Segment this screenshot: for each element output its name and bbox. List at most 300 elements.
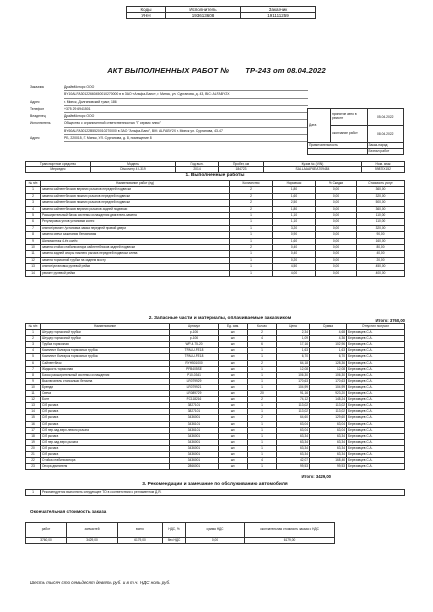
works-cell: Регулировка углов установки колес	[41, 219, 230, 225]
parts-cell: Болт	[41, 397, 170, 403]
info-value: +375 29 6941501	[64, 106, 308, 113]
works-cell: замена свечи зажигания бензиновая	[41, 232, 230, 238]
parts-cell: 1	[248, 366, 277, 372]
parts-cell: 1	[248, 409, 277, 415]
works-cell: замена сайлентблоков нижних рычагов передней подвески	[41, 193, 230, 199]
parts-cell: 104,99	[310, 384, 347, 390]
parts-cell: 923,20	[310, 391, 347, 397]
works-cell: 450,00	[357, 264, 405, 270]
parts-cell: Березовцев С.А.	[347, 421, 405, 427]
parts-cell: 63,04	[310, 421, 347, 427]
parts-cell: P10-0341	[170, 372, 219, 378]
parts-cell: шт.	[219, 360, 248, 366]
parts-cell: TPALU-FE18	[170, 348, 219, 354]
cost-vat-rate: без НДС	[163, 538, 186, 544]
works-cell: замена сайлентблоков нижних рычагов передней подвески	[41, 200, 230, 206]
codes-row-label: УНН	[127, 13, 166, 19]
parts-cell: Березовцев С.А.	[347, 427, 405, 433]
works-cell: 160,00	[357, 238, 405, 244]
works-cell: 9	[26, 238, 41, 244]
parts-cell: 3436101	[170, 421, 219, 427]
parts-cell: шт.	[219, 330, 248, 336]
parts-cell: Березовцев С.А.	[347, 451, 405, 457]
parties-info	[30, 84, 308, 142]
cost-header: всего	[118, 523, 163, 538]
codes-header: Коды	[127, 7, 166, 13]
parts-cell: 12,08	[310, 366, 347, 372]
parts-cell: 15	[26, 415, 41, 421]
info-label: Владелец	[30, 114, 46, 119]
parts-cell: Березовцев С.А.	[347, 354, 405, 360]
works-cell: 1	[230, 238, 273, 244]
parts-cell: Березовцев С.А.	[347, 372, 405, 378]
parts-cell: 1	[248, 439, 277, 445]
date-label: Дата	[308, 109, 331, 143]
parts-header: Цена	[277, 324, 310, 330]
parts-cell: шт.	[219, 433, 248, 439]
customer-unn: 191111259	[241, 13, 316, 19]
parts-cell: шт.	[219, 409, 248, 415]
works-cell: 90,00	[357, 232, 405, 238]
parts-total-label: Итого:	[301, 474, 315, 479]
vehicle-header: Ном. знак	[362, 162, 405, 167]
parts-cell: 1	[248, 378, 277, 384]
parts-cell: 6,70	[310, 354, 347, 360]
cost-works: 3760,00	[26, 538, 67, 544]
parts-cell: 113,02	[310, 403, 347, 409]
works-total-value: 3760,00	[389, 318, 405, 323]
works-cell: 4,50	[273, 264, 316, 270]
info-label: Телефон	[30, 106, 45, 111]
info-value: BY10ALFA30122660450010270000 в в ЗАО «Альфа-Банк», г. Минск, ул. Сурганова, д. 43, BIC: ALFABY2X	[64, 91, 308, 98]
parts-title: 2. Запасные части и материалы, оплачиваемые заказчиком	[148, 316, 292, 321]
parts-cell: Выключатель стопкальки бензина	[41, 378, 170, 384]
works-cell: 320,00	[357, 193, 405, 199]
parts-cell: шт.	[219, 445, 248, 451]
vehicle-plate: 5987IX152	[362, 167, 405, 172]
works-cell: 3	[26, 200, 41, 206]
parts-cell: С/б рычага	[41, 403, 170, 409]
parts-cell: шт.	[219, 427, 248, 433]
parts-cell: 1	[248, 354, 277, 360]
parts-cell: 4,68	[310, 330, 347, 336]
info-value: ДрайвМоторс ООО	[64, 84, 308, 91]
works-cell: 5	[26, 213, 41, 219]
parts-cell: шт.	[219, 378, 248, 384]
info-label	[30, 128, 64, 135]
parts-cell: 64,60	[277, 415, 310, 421]
parts-cell: С/б рычага	[41, 415, 170, 421]
works-header: Наименование работ (ед)	[41, 181, 230, 187]
mileage-value: Заказ-наряд	[367, 143, 404, 149]
parts-cell: 6	[26, 360, 41, 366]
works-cell: 1	[230, 219, 273, 225]
parts-cell: p-106	[170, 336, 219, 342]
parts-cell: 4	[26, 348, 41, 354]
parts-cell: Березовцев С.А.	[347, 397, 405, 403]
parts-header: Наименование	[41, 324, 170, 330]
parts-cell: 1	[248, 433, 277, 439]
parts-cell: Березовцев С.А.	[347, 348, 405, 354]
works-cell: 0,00	[316, 213, 357, 219]
parts-cell: WP-4.75-20	[170, 342, 219, 348]
parts-cell: 1	[248, 384, 277, 390]
works-cell: 110,00	[357, 213, 405, 219]
parts-cell: 1	[248, 464, 277, 470]
parts-cell: 23	[26, 464, 41, 470]
info-label: Исполнитель	[30, 121, 51, 126]
parts-cell: С/б рычага	[41, 433, 170, 439]
works-cell: снятие/установка рулевой рейки	[41, 264, 230, 270]
works-cell: 2	[230, 206, 273, 212]
parts-header: Артикул	[170, 324, 219, 330]
empty-cell	[308, 149, 368, 155]
cost-header: работ	[26, 523, 67, 538]
parts-cell: 106,30	[310, 372, 347, 378]
works-cell: 0,00	[316, 257, 357, 263]
vehicle-model: Discovery 4 L319	[91, 167, 176, 172]
works-cell: 0,00	[316, 200, 357, 206]
parts-cell: 6,70	[277, 354, 310, 360]
works-cell: 110,00	[357, 219, 405, 225]
parts-cell: 113,02	[277, 409, 310, 415]
parts-cell: 170,63	[310, 378, 347, 384]
works-cell: 12	[26, 257, 41, 263]
vehicle-header: Пробег, км	[219, 162, 264, 167]
works-cell: 400,00	[357, 270, 405, 276]
parts-cell: 1	[248, 348, 277, 354]
info-label: Адрес	[30, 136, 40, 141]
act-number-date: ТР-243 от 08.04.2022	[245, 66, 326, 75]
parts-header: Сумма	[310, 324, 347, 330]
works-cell: 360,00	[357, 187, 405, 193]
parts-cell: p-106	[170, 330, 219, 336]
works-cell: 2	[230, 200, 273, 206]
parts-cell: 1	[248, 427, 277, 433]
works-cell: 11	[26, 251, 41, 257]
works-cell: 7	[26, 225, 41, 231]
parts-cell: 106,30	[277, 372, 310, 378]
works-cell: 0,00	[316, 264, 357, 270]
parts-cell: 3436001	[170, 451, 219, 457]
vehicle-header: Транспортное средство	[26, 162, 91, 167]
parts-cell: шт.	[219, 403, 248, 409]
cost-header: НДС, %	[163, 523, 186, 538]
works-cell: 13	[26, 264, 41, 270]
parts-cell: 113,02	[310, 409, 347, 415]
works-cell: 0,40	[273, 245, 316, 251]
works-cell: замена задней опоры нижнего рычага передней подвески слева	[41, 251, 230, 257]
parts-cell: 1	[248, 451, 277, 457]
vehicle-header: Год вып.	[176, 162, 219, 167]
works-cell: 10	[26, 245, 41, 251]
info-label: Адрес	[30, 99, 40, 104]
works-cell: 0,90	[273, 232, 316, 238]
works-header: Стоимость услуг	[357, 181, 405, 187]
parts-header: № п/п	[26, 324, 41, 330]
parts-cell: Березовцев С.А.	[347, 464, 405, 470]
act-title: АКТ ВЫПОЛНЕННЫХ РАБОТ №	[107, 66, 230, 75]
parts-cell: С/б рычага	[41, 409, 170, 415]
parts-cell: RYH501000	[170, 360, 219, 366]
parts-cell: 1	[248, 403, 277, 409]
info-value: РБ, 220015, Г. Минск, УЛ. Сурганова, д. 8, помещение 8	[64, 135, 308, 142]
parts-cell: Березовцев С.А.	[347, 384, 405, 390]
works-cell: 360,00	[357, 206, 405, 212]
parts-cell: Березовцев С.А.	[347, 403, 405, 409]
parts-cell: 170,63	[277, 378, 310, 384]
parts-cell: Трубка тормозная	[41, 342, 170, 348]
parts-cell: 1	[248, 372, 277, 378]
finish-label: окончание работ	[331, 126, 368, 143]
vehicle-year: 2014	[176, 167, 219, 172]
parts-cell: 99,53	[277, 464, 310, 470]
cost-table	[25, 522, 335, 544]
works-cell: 1,80	[273, 206, 316, 212]
vehicle-mileage: 184723	[219, 167, 264, 172]
parts-cell: Березовцев С.А.	[347, 336, 405, 342]
works-cell: 1	[230, 225, 273, 231]
works-cell: 2	[230, 187, 273, 193]
works-cell: 0,00	[316, 206, 357, 212]
parts-cell: шт.	[219, 348, 248, 354]
parts-cell: Березовцев С.А.	[347, 378, 405, 384]
works-cell: 0,00	[316, 232, 357, 238]
works-cell: 0,00	[316, 187, 357, 193]
works-cell: замена тормозной трубки на заднем мосту	[41, 257, 230, 263]
info-row	[30, 135, 308, 142]
parts-cell: Березовцев С.А.	[347, 330, 405, 336]
works-cell: 2,50	[273, 200, 316, 206]
parts-cell: С/б пер.зад.верх.левого рычага	[41, 427, 170, 433]
cost-title: Окончательная стоимость заказа	[30, 509, 107, 514]
works-cell: 1	[230, 257, 273, 263]
works-title: 1. Выполненные работы	[185, 173, 245, 178]
parts-cell: Березовцев С.А.	[347, 433, 405, 439]
cost-header: сумма НДС	[186, 523, 245, 538]
accept-date: 05.04.2022	[367, 109, 404, 126]
works-cell: 6	[26, 219, 41, 225]
works-cell: 1	[230, 251, 273, 257]
works-cell: 1	[230, 213, 273, 219]
works-cell: 1,10	[273, 213, 316, 219]
works-cell: 0,00	[316, 251, 357, 257]
parts-cell: 2	[248, 415, 277, 421]
cost-vat-sum: 0,00	[186, 538, 245, 544]
parts-cell: PFB405SE	[170, 366, 219, 372]
parts-cell: 4	[248, 336, 277, 342]
works-cell: 14	[26, 270, 41, 276]
parts-cell: 2866001	[170, 464, 219, 470]
parts-cell: Стойка стабилизатора	[41, 458, 170, 464]
parts-cell: 63,04	[277, 421, 310, 427]
finish-date: 08.04.2022	[367, 126, 404, 143]
parts-cell: 63,34	[310, 445, 347, 451]
parts-cell: 104,99	[277, 384, 310, 390]
cash-label: Безнал работ	[367, 149, 404, 155]
parts-cell: 4,36	[310, 336, 347, 342]
works-cell: ремонт рулевой рейки	[41, 270, 230, 276]
works-cell: 2	[26, 193, 41, 199]
parts-cell: 18	[26, 433, 41, 439]
parts-cell: TPALU-FE18	[170, 354, 219, 360]
info-value: BY60ALFA30122B5520010270000 в ЗАО "Альфа-Банк", BIK: ALFABY2X г. Минск ул. Сурганова, 43-47	[64, 128, 308, 135]
works-cell: 20,00	[357, 257, 405, 263]
works-body	[26, 187, 405, 277]
parts-cell: 8	[26, 372, 41, 378]
parts-row	[26, 464, 405, 470]
parts-cell: 102,96	[310, 342, 347, 348]
parts-cell: 3	[26, 342, 41, 348]
parts-cell: 6	[248, 342, 277, 348]
parts-cell: шт.	[219, 464, 248, 470]
parts-cell: 1	[248, 445, 277, 451]
parts-cell: LR079929	[170, 378, 219, 384]
parts-cell: С/б рычага	[41, 451, 170, 457]
parts-cell: шт.	[219, 451, 248, 457]
works-cell: 0,20	[273, 257, 316, 263]
parts-cell: Штуцер тормозной трубки	[41, 330, 170, 336]
parts-cell: 129,60	[310, 415, 347, 421]
parts-cell: 63,04	[310, 427, 347, 433]
parts-cell: Березовцев С.А.	[347, 366, 405, 372]
parts-cell: 63,34	[310, 451, 347, 457]
parts-cell: 5	[26, 354, 41, 360]
parts-header: Ед. изм.	[219, 324, 248, 330]
info-row	[30, 120, 308, 127]
works-cell: 8	[26, 232, 41, 238]
codes-header: Заказчик	[241, 7, 316, 13]
works-cell: снятие/ремонт /установка замка передней правой двери	[41, 225, 230, 231]
info-row	[30, 128, 308, 135]
parts-cell: шт.	[219, 391, 248, 397]
parts-cell: 63,34	[310, 439, 347, 445]
parts-cell: 3436001	[170, 445, 219, 451]
works-cell: 1,60	[273, 193, 316, 199]
cost-final: 6179,00	[245, 538, 335, 544]
works-cell: 1	[230, 270, 273, 276]
parts-cell: шт.	[219, 366, 248, 372]
parts-cell: 63,34	[277, 445, 310, 451]
amount-in-words: Шесть тысяч сто семьдесят девять руб. и в т.ч. НДС ноль руб.	[30, 580, 171, 585]
parts-cell: Березовцев С.А.	[347, 360, 405, 366]
parts-cell: 3436101	[170, 427, 219, 433]
works-cell: 0,40	[273, 251, 316, 257]
works-header: % Скидки	[316, 181, 357, 187]
works-cell: 1,80	[273, 187, 316, 193]
parts-cell: 63,34	[277, 433, 310, 439]
parts-cell: шт.	[219, 372, 248, 378]
parts-cell: 20	[248, 391, 277, 397]
parts-cell: шт.	[219, 439, 248, 445]
vehicle-vin: SALLAAAF6EA709484	[264, 167, 362, 172]
works-header: № п/п	[26, 181, 41, 187]
info-row	[30, 106, 308, 113]
works-cell: 1	[230, 232, 273, 238]
works-cell: 1,10	[273, 219, 316, 225]
info-row	[30, 84, 308, 91]
works-cell: 4	[26, 206, 41, 212]
parts-cell: 16	[26, 421, 41, 427]
parts-cell: 3436001	[170, 415, 219, 421]
parts-cell: шт.	[219, 384, 248, 390]
mileage-label: Примечательность	[308, 143, 368, 149]
parts-cell: 99,53	[310, 464, 347, 470]
works-cell: 3,20	[273, 225, 316, 231]
works-cell: 0,00	[316, 245, 357, 251]
parts-cell: 3436001	[170, 439, 219, 445]
parts-cell: 168,46	[310, 458, 347, 464]
parts-cell: Жидкость тормозная	[41, 366, 170, 372]
parts-cell: 113,02	[277, 403, 310, 409]
works-header: Количество	[230, 181, 273, 187]
parts-cell: 63,04	[277, 427, 310, 433]
parts-cell: 9	[26, 378, 41, 384]
parts-cell: Березовцев С.А.	[347, 409, 405, 415]
parts-cell: Сайлентблок	[41, 360, 170, 366]
works-cell: 320,00	[357, 225, 405, 231]
parts-cell: 2	[248, 360, 277, 366]
parts-cell: 14	[26, 409, 41, 415]
parts-cell: 22	[26, 458, 41, 464]
works-cell: 1,60	[273, 238, 316, 244]
rec-title: 3. Рекомендации и замечание по обслуживанию автомобиля	[142, 482, 288, 487]
parts-cell: Штуцер тормозной трубки	[41, 336, 170, 342]
info-value: г. Минск, Долгиновский тракт, 186	[64, 99, 308, 106]
parts-cell: Березовцев С.А.	[347, 342, 405, 348]
parts-cell: 12	[26, 397, 41, 403]
parts-cell: 4	[248, 458, 277, 464]
info-value: Общество с ограниченной ответственностью "Г сервис плюс"	[64, 120, 308, 127]
parts-cell: 12,08	[277, 366, 310, 372]
parts-cell: 2,34	[277, 330, 310, 336]
parts-cell: шт.	[219, 336, 248, 342]
parts-cell: 74,12	[277, 397, 310, 403]
parts-cell: LR089729	[170, 391, 219, 397]
parts-cell: Опора двигателя	[41, 464, 170, 470]
parts-cell: 17,16	[277, 342, 310, 348]
parts-cell: 11	[26, 391, 41, 397]
info-row	[30, 113, 308, 120]
accept-label: принятие авто в ремонт	[331, 109, 368, 126]
parts-cell: шт.	[219, 354, 248, 360]
info-row	[30, 99, 308, 106]
parts-cell: 2	[248, 330, 277, 336]
works-header: Нормачас	[273, 181, 316, 187]
parts-cell: 13	[26, 403, 41, 409]
works-cell: замена сайлентблоков верхних рычагов задней подвески	[41, 206, 230, 212]
works-total-label: Итого:	[375, 318, 389, 323]
parts-cell: шт.	[219, 397, 248, 403]
vehicle-header: Модель	[91, 162, 176, 167]
rec-text: Рекомендуется выполнить следующее ТО в соответствии с регламентом Д.Я.	[41, 490, 405, 496]
parts-cell: 1,63	[277, 348, 310, 354]
parts-cell: 91,16	[277, 391, 310, 397]
parts-cell: 10	[26, 384, 41, 390]
parts-cell: 1	[248, 421, 277, 427]
parts-cell: Березовцев С.А.	[347, 391, 405, 397]
parts-cell: 64,18	[277, 360, 310, 366]
parts-cell: шт.	[219, 458, 248, 464]
parts-cell: 17	[26, 427, 41, 433]
cost-header: запчастей	[67, 523, 118, 538]
parts-cell: Бачок расширительный системы охлаждения	[41, 372, 170, 378]
parts-cell: шт.	[219, 421, 248, 427]
works-cell: замена сайлентблоков верхних рычагов передней подвески	[41, 187, 230, 193]
works-table	[25, 180, 405, 277]
parts-total	[25, 474, 331, 479]
parts-cell: 1	[26, 330, 41, 336]
